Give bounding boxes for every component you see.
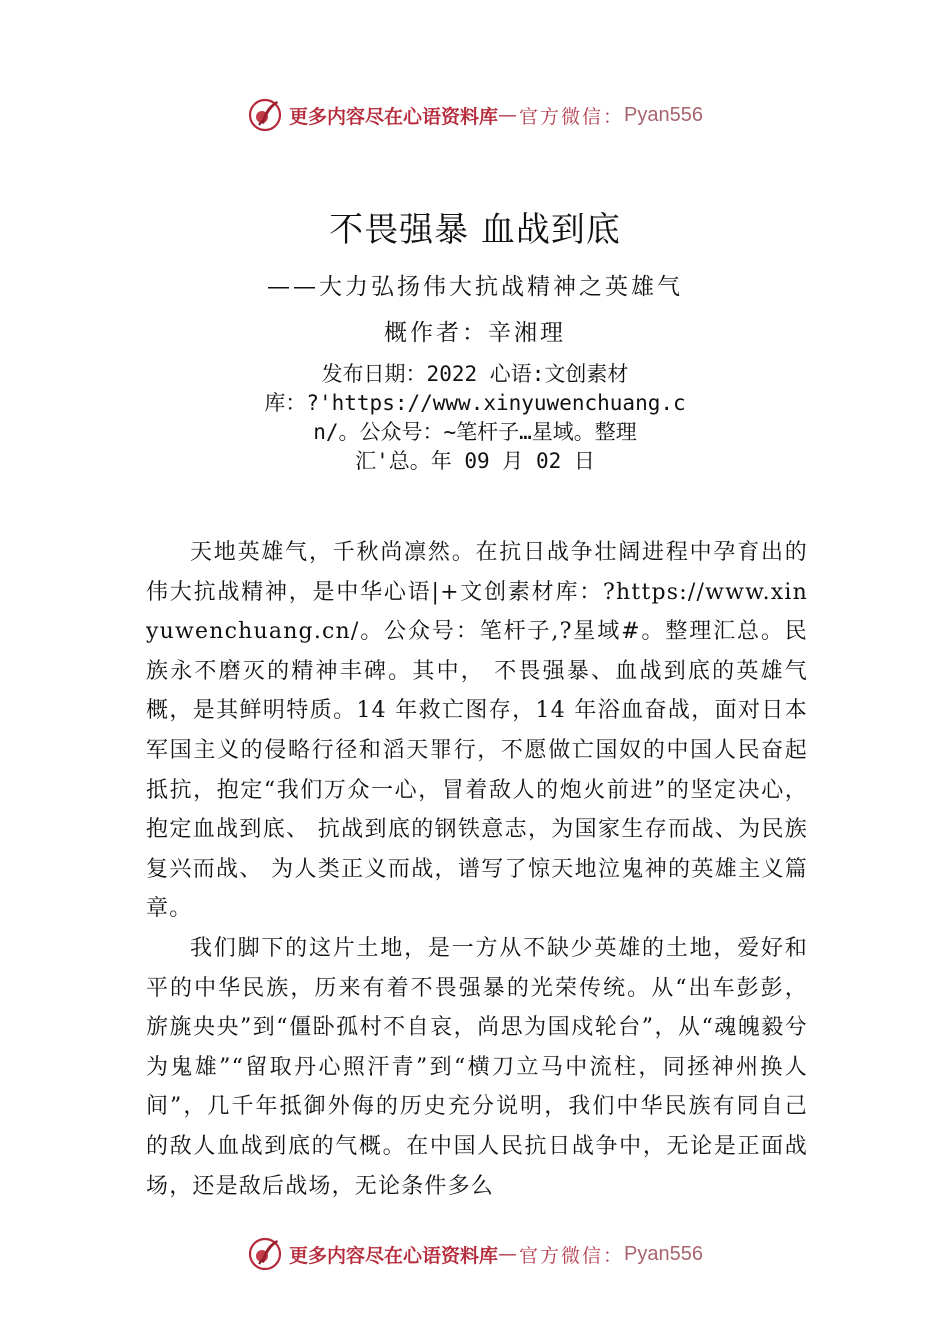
body-paragraph-2 (146, 929, 808, 1206)
document-title: 不畏强暴 血战到底 (329, 210, 621, 250)
meta-line: n/。公众号：~笔杆子…星域。整理 (313, 420, 637, 444)
banner-wechat-label: 官方微信： (519, 1244, 625, 1267)
document-subtitle: ——大力弘扬伟大抗战精神之英雄气 (267, 274, 683, 300)
paragraph-text: 我们脚下的这片土地，是一方从不缺少英雄的土地，爱好和平的中华民族，历来有着不畏强暴的光荣传统。从“出车彭彭，旂旐央央”到“僵卧孤村不自哀，尚思为国戍轮台”，从“魂魄毅兮为鬼雄”“留取丹心照汗青”到“横刀立马中流柱，同拯神州换人间”，几千年抵御外侮的历史充分说明，我们中华民族有同自己的敌人血战到底的气概。在中国人民抗日战争中，无论是正面战场，还是敌后战场，无论条件多么 (146, 936, 808, 1199)
quill-logo-icon (247, 1236, 283, 1272)
footer-banner (0, 1234, 950, 1274)
banner-wechat-id: Pyan556 (624, 103, 703, 126)
meta-line: 发布日期：2022 心语:文创素材 (321, 362, 629, 386)
banner-wechat-label: 官方微信： (519, 105, 625, 128)
paragraph-text: 天地英雄气，千秋尚凛然。在抗日战争壮阔进程中孕育出的伟大抗战精神，是中华心语|+文创素材库：?https://www.xinyuwenchuang.cn/。公众号：笔杆子,?星域#。整理汇总。民族永不磨灭的精神丰碑。其中， 不畏强暴、血战到底的英雄气概，是其鲜明特质。14 年救亡图存，14 年浴血奋战，面对日本军国主义的侵略行径和滔天罪行，不愿做亡国奴的中国人民奋起抵抗，抱定“我们万众一心，冒着敌人的炮火前进”的坚定决心，抱定血战到底、 抗战到底的钢铁意志，为国家生存而战、为民族复兴而战、 为人类正义而战，谱写了惊天地泣鬼神的英雄主义篇章。 (146, 540, 808, 922)
document-meta (0, 360, 950, 476)
quill-logo-icon (247, 97, 283, 133)
banner-dash: — (498, 1243, 520, 1265)
header-banner (0, 95, 950, 135)
meta-line: 汇'总。年 09 月 02 日 (355, 449, 595, 473)
banner-dash: — (498, 104, 520, 126)
document-author: 概作者：辛湘理 (384, 320, 566, 346)
banner-text: 更多内容尽在心语资料库 (289, 105, 499, 128)
body-paragraph-1 (146, 533, 808, 929)
banner-wechat-id: Pyan556 (624, 1242, 703, 1265)
banner-text: 更多内容尽在心语资料库 (289, 1244, 499, 1267)
meta-line: 库：?'https://www.xinyuwenchuang.c (264, 391, 686, 415)
